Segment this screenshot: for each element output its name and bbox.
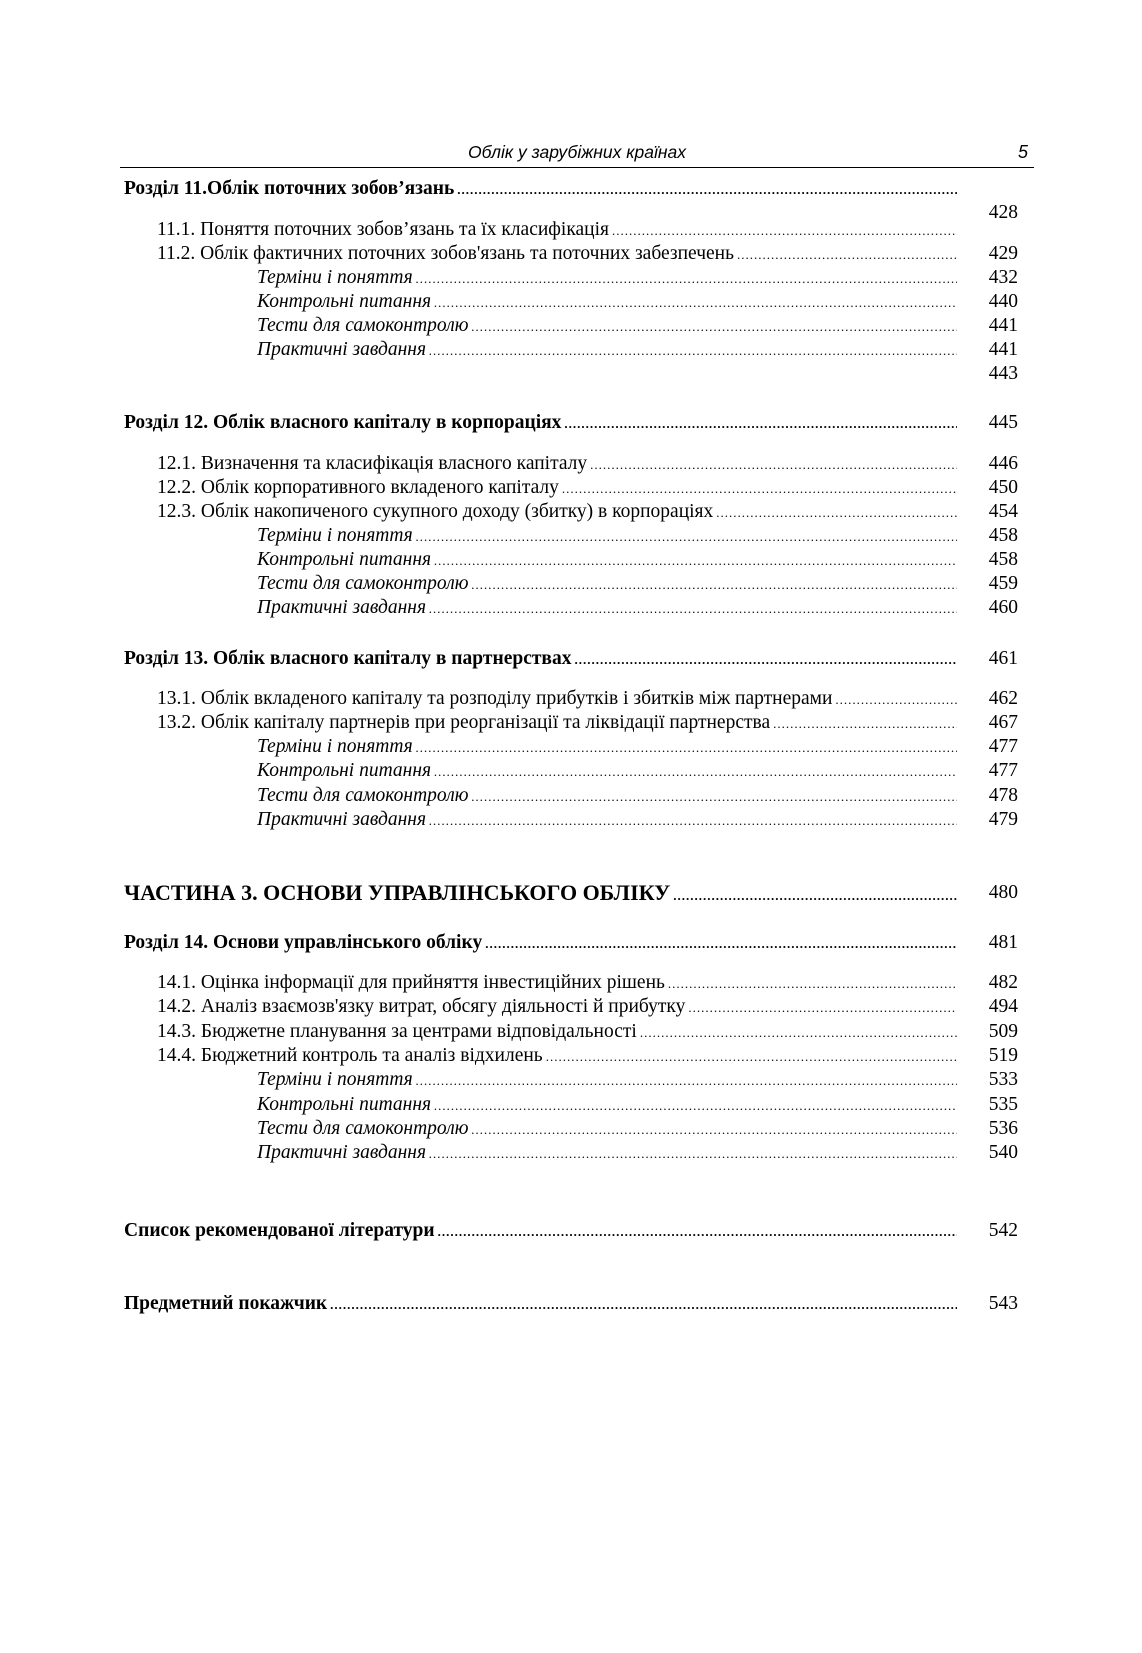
toc-entry-page: 482 xyxy=(988,972,1018,993)
toc-leader xyxy=(429,596,957,621)
toc-leader xyxy=(429,1141,957,1166)
toc-item-14-1[interactable] xyxy=(0,970,1142,996)
toc-entry-title: Контрольні питання xyxy=(257,291,432,312)
toc-entry-page: 481 xyxy=(988,932,1018,953)
toc-leader xyxy=(416,1068,957,1093)
toc-section-12[interactable] xyxy=(0,410,1142,436)
toc-entry-title: 11.1. Поняття поточних зобов’язань та їх класифікація xyxy=(157,219,609,240)
toc-entry-page: 479 xyxy=(988,809,1018,830)
toc-entry-title: Розділ 13. Облік власного капіталу в партнерствах xyxy=(124,648,572,669)
toc-leader xyxy=(429,338,957,363)
page-number: 5 xyxy=(1017,142,1028,162)
toc-leader xyxy=(668,971,957,996)
toc-item-13-questions[interactable] xyxy=(0,758,1142,784)
toc-entry-title: Терміни і поняття xyxy=(257,736,413,757)
toc-leader xyxy=(471,784,957,809)
toc-leader xyxy=(471,572,957,597)
toc-leader xyxy=(564,411,957,436)
toc-item-14-tests[interactable] xyxy=(0,1116,1142,1142)
toc-entry-title: 14.3. Бюджетне планування за центрами відповідальності xyxy=(157,1021,637,1042)
toc-entry-page: 540 xyxy=(988,1142,1018,1163)
toc-leader xyxy=(434,1093,957,1118)
toc-item-12-tasks[interactable] xyxy=(0,595,1142,621)
toc-section-11[interactable] xyxy=(0,176,1142,202)
toc-item-12-tests[interactable] xyxy=(0,571,1142,597)
toc-item-14-3[interactable] xyxy=(0,1019,1142,1045)
toc-entry-page: 450 xyxy=(988,477,1018,498)
toc-leader xyxy=(416,266,957,291)
toc-leader xyxy=(546,1044,957,1069)
toc-leader xyxy=(471,1117,957,1142)
toc-item-14-terms[interactable] xyxy=(0,1067,1142,1093)
running-header-title: Облік у зарубіжних країнах xyxy=(468,142,686,162)
toc-entry-page: 519 xyxy=(988,1045,1018,1066)
toc-entry-page: 461 xyxy=(988,648,1018,669)
toc-entry-page: 445 xyxy=(988,412,1018,433)
toc-entry-page: 536 xyxy=(988,1118,1018,1139)
toc-entry-page: 535 xyxy=(988,1094,1018,1115)
toc-entry-page: 429 xyxy=(988,243,1018,264)
toc-leader xyxy=(434,759,957,784)
toc-entry-title: Тести для самоконтролю xyxy=(257,573,469,594)
toc-entry-title: 13.1. Облік вкладеного капіталу та розподілу прибутків і збитків між партнерами xyxy=(157,688,833,709)
toc-leader xyxy=(485,931,957,956)
toc-entry-title: Розділ 12. Облік власного капіталу в корпораціях xyxy=(124,412,562,433)
toc-leader xyxy=(673,883,957,906)
toc-leader xyxy=(438,1219,957,1244)
toc-leader xyxy=(434,548,957,573)
toc-item-13-terms[interactable] xyxy=(0,734,1142,760)
toc-entry-title: Розділ 11.Облік поточних зобов’язань xyxy=(124,178,455,199)
toc-entry-page: 477 xyxy=(988,736,1018,757)
toc-item-11-1[interactable] xyxy=(0,217,1142,243)
toc-literature[interactable] xyxy=(0,1218,1142,1244)
toc-leader xyxy=(590,452,957,477)
toc-entry-title: Список рекомендованої літератури xyxy=(124,1220,435,1241)
toc-item-13-2[interactable] xyxy=(0,710,1142,736)
toc-entry-title: Практичні завдання xyxy=(257,339,427,360)
toc-entry-page: 446 xyxy=(988,453,1018,474)
toc-leader xyxy=(416,735,957,760)
toc-entry-title: Розділ 14. Основи управлінського обліку xyxy=(124,932,483,953)
toc-leader xyxy=(612,218,957,243)
toc-item-11-tasks[interactable] xyxy=(0,337,1142,363)
toc-entry-page: 432 xyxy=(988,267,1018,288)
toc-entry-page: 480 xyxy=(988,882,1018,903)
toc-item-12-questions[interactable] xyxy=(0,547,1142,573)
running-header xyxy=(120,140,1034,168)
toc-entry-page: 460 xyxy=(988,597,1018,618)
toc-entry-page: 428 xyxy=(988,202,1018,223)
toc-item-14-questions[interactable] xyxy=(0,1092,1142,1118)
toc-entry-title: 12.1. Визначення та класифікація власного капіталу xyxy=(157,453,588,474)
toc-entry-title: Тести для самоконтролю xyxy=(257,1118,469,1139)
toc-entry-page: 440 xyxy=(988,291,1018,312)
toc-leader xyxy=(429,808,957,833)
toc-entry-page: 458 xyxy=(988,525,1018,546)
toc-leader xyxy=(562,476,957,501)
toc-entry-page: 477 xyxy=(988,760,1018,781)
toc-item-11-2[interactable] xyxy=(0,241,1142,267)
toc-entry-title: Терміни і поняття xyxy=(257,1069,413,1090)
toc-entry-page: 533 xyxy=(988,1069,1018,1090)
toc-entry-page: 458 xyxy=(988,549,1018,570)
toc-leader xyxy=(688,995,957,1020)
toc-entry-title: Практичні завдання xyxy=(257,1142,427,1163)
toc-leader xyxy=(416,524,957,549)
toc-entry-title: Тести для самоконтролю xyxy=(257,785,469,806)
toc-item-14-2[interactable] xyxy=(0,994,1142,1020)
toc-item-13-1[interactable] xyxy=(0,686,1142,712)
toc-entry-page: 441 xyxy=(988,315,1018,336)
toc-leader xyxy=(835,687,957,712)
toc-leader xyxy=(716,500,957,525)
toc-entry-page: 454 xyxy=(988,501,1018,522)
toc-entry-page: 543 xyxy=(988,1293,1018,1314)
toc-leader xyxy=(737,242,957,267)
toc-item-13-tasks[interactable] xyxy=(0,807,1142,833)
toc-item-12-3[interactable] xyxy=(0,499,1142,525)
toc-entry-title: Практичні завдання xyxy=(257,809,427,830)
toc-item-12-terms[interactable] xyxy=(0,523,1142,549)
toc-entry-title: ЧАСТИНА 3. ОСНОВИ УПРАВЛІНСЬКОГО ОБЛІКУ xyxy=(124,880,671,905)
toc-leader xyxy=(471,314,957,339)
toc-entry-title: 14.1. Оцінка інформації для прийняття інвестиційних рішень xyxy=(157,972,665,993)
toc-entry-title: Предметний покажчик xyxy=(124,1293,328,1314)
toc-entry-title: Контрольні питання xyxy=(257,1094,432,1115)
toc-subject-index[interactable] xyxy=(0,1291,1142,1317)
toc-entry-title: Тести для самоконтролю xyxy=(257,315,469,336)
toc-item-14-tasks[interactable] xyxy=(0,1140,1142,1166)
toc-entry-page: 478 xyxy=(988,785,1018,806)
toc-entry-title: Практичні завдання xyxy=(257,597,427,618)
toc-item-11-tests[interactable] xyxy=(0,313,1142,339)
toc-leader xyxy=(434,290,957,315)
toc-entry-title: 12.3. Облік накопиченого сукупного доходу (збитку) в корпораціях xyxy=(157,501,714,522)
toc-leader xyxy=(640,1020,957,1045)
toc-entry-title: Терміни і поняття xyxy=(257,267,413,288)
toc-item-13-tests[interactable] xyxy=(0,783,1142,809)
toc-entry-page: 443 xyxy=(988,363,1018,384)
toc-entry-title: 12.2. Облік корпоративного вкладеного капіталу xyxy=(157,477,559,498)
toc-entry-title: Терміни і поняття xyxy=(257,525,413,546)
toc-leader xyxy=(330,1292,957,1317)
toc-entry-title: Контрольні питання xyxy=(257,549,432,570)
toc-entry-page: 459 xyxy=(988,573,1018,594)
toc-entry-page: 542 xyxy=(988,1220,1018,1241)
toc-item-12-1[interactable] xyxy=(0,451,1142,477)
toc-item-14-4[interactable] xyxy=(0,1043,1142,1069)
toc-entry-page: 494 xyxy=(988,996,1018,1017)
toc-leader xyxy=(773,711,957,736)
toc-entry-page: 441 xyxy=(988,339,1018,360)
toc-item-11-terms[interactable] xyxy=(0,265,1142,291)
toc-entry-title: 13.2. Облік капіталу партнерів при реорганізації та ліквідації партнерства xyxy=(157,712,771,733)
toc-entry-title: 14.2. Аналіз взаємозв'язку витрат, обсягу діяльності й прибутку xyxy=(157,996,686,1017)
toc-entry-page: 467 xyxy=(988,712,1018,733)
toc-entry-title: 11.2. Облік фактичних поточних зобов'язань та поточних забезпечень xyxy=(157,243,734,264)
toc-leader xyxy=(574,647,957,672)
toc-entry-title: 14.4. Бюджетний контроль та аналіз відхилень xyxy=(157,1045,543,1066)
toc-item-11-questions[interactable] xyxy=(0,289,1142,315)
toc-section-13[interactable] xyxy=(0,646,1142,672)
toc-part-3[interactable] xyxy=(0,880,1142,906)
toc-page-11-tasks xyxy=(0,361,1142,387)
toc-entry-page: 509 xyxy=(988,1021,1018,1042)
toc-leader xyxy=(457,177,957,202)
toc-entry-page: 462 xyxy=(988,688,1018,709)
toc-section-14[interactable] xyxy=(0,930,1142,956)
toc-entry-title: Контрольні питання xyxy=(257,760,432,781)
toc-item-12-2[interactable] xyxy=(0,475,1142,501)
